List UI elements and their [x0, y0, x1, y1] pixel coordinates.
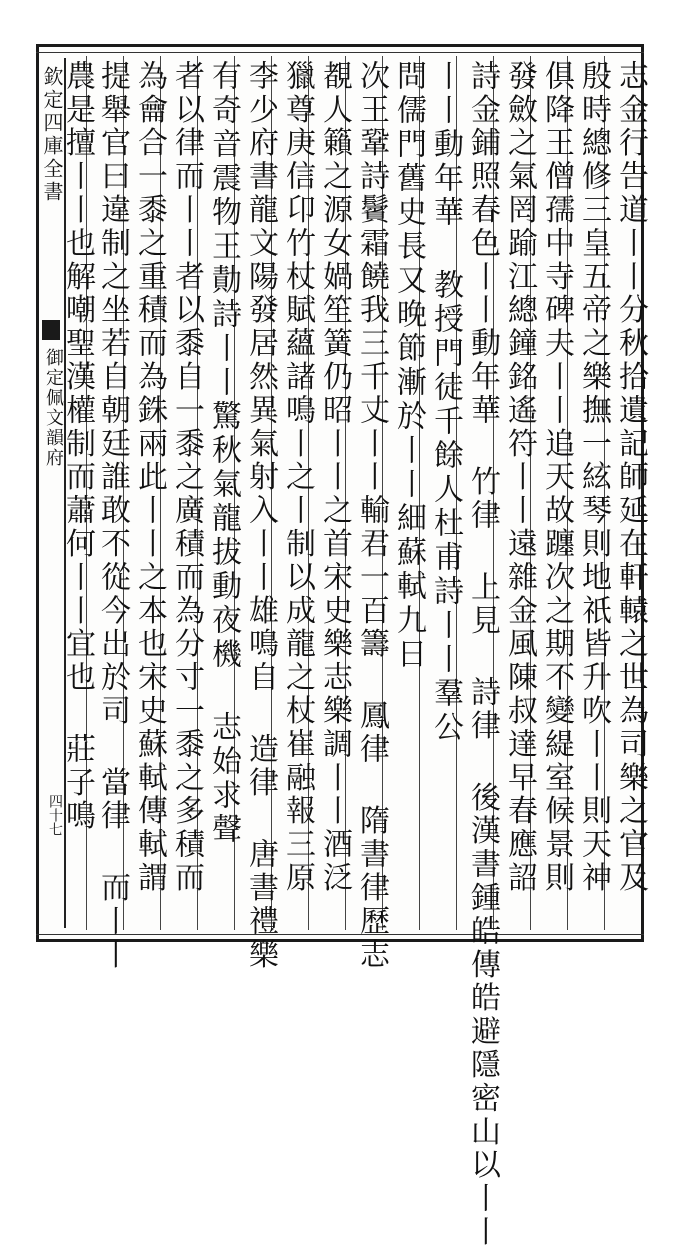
column-text: 覩人籟之源女媧笙簧仍昭丨丨之首宋史樂志樂調丨丨酒泛: [317, 60, 352, 895]
column-text: 有奇音震物王勣詩丨丨驚秋氣龍拔動夜機 志始求聲: [206, 60, 241, 847]
column-text: 志金行告道丨丨分秋拾遺記師延在軒轅之世為司樂之官及: [613, 60, 648, 895]
column-text: 為龠合一黍之重積而為銖兩此丨丨之本也宋史蘇軾傳軾謂: [132, 60, 167, 895]
column-text: 殷時總修三皇五帝之樂撫一絃琴則地祇皆升吹丨丨則天神: [576, 60, 611, 895]
column-text: 李少府書龍文陽發居然異氣射入丨丨雄鳴自 造律 唐書禮樂: [243, 60, 278, 972]
column-text: 詩金鋪照春色丨丨動年華 竹律 上見 詩律 後漢書鍾皓傳皓避隱密山以丨丨: [465, 60, 500, 1249]
column-text: 丨丨動年華 教授門徒千餘人杜甫詩丨丨羣公: [428, 60, 463, 745]
column-text: 者以律而丨丨者以黍自一黍之廣積而為分寸一黍之多積而: [169, 60, 204, 895]
text-column-16: [60, 56, 95, 930]
column-text: 農是擅丨丨也解嘲聖漢權制而蕭何丨丨宜也 莊子鳴: [60, 60, 95, 834]
column-text: 獵尊庚信卬竹杖賦蘊諸鳴丨之丨制以成龍之杖崔融報三原: [280, 60, 315, 895]
column-text: 發斂之氣罔踰江總鐘銘遙符丨丨遠雜金風陳叔達早春應詔: [502, 60, 537, 895]
top-rule: [36, 52, 644, 53]
column-text: 問儒門舊史長又晚節漸於丨丨細蘇軾九日: [391, 60, 426, 672]
column-text: 提舉官曰違制之坐若自朝廷誰敢不從今出於司 當律 而丨丨: [95, 60, 130, 972]
page-number: 四十七: [47, 794, 63, 836]
column-text: 俱降王僧孺中寺碑夫丨丨追天故躔次之期不變緹室候景則: [539, 60, 574, 895]
column-text: 次王鞏詩鬢霜饒我三千丈丨丨輸君一百籌 鳳律 隋書律歷志: [354, 60, 389, 972]
section-title: 御定佩文韻府: [43, 348, 64, 468]
book-title: 欽定四庫全書: [40, 66, 64, 204]
